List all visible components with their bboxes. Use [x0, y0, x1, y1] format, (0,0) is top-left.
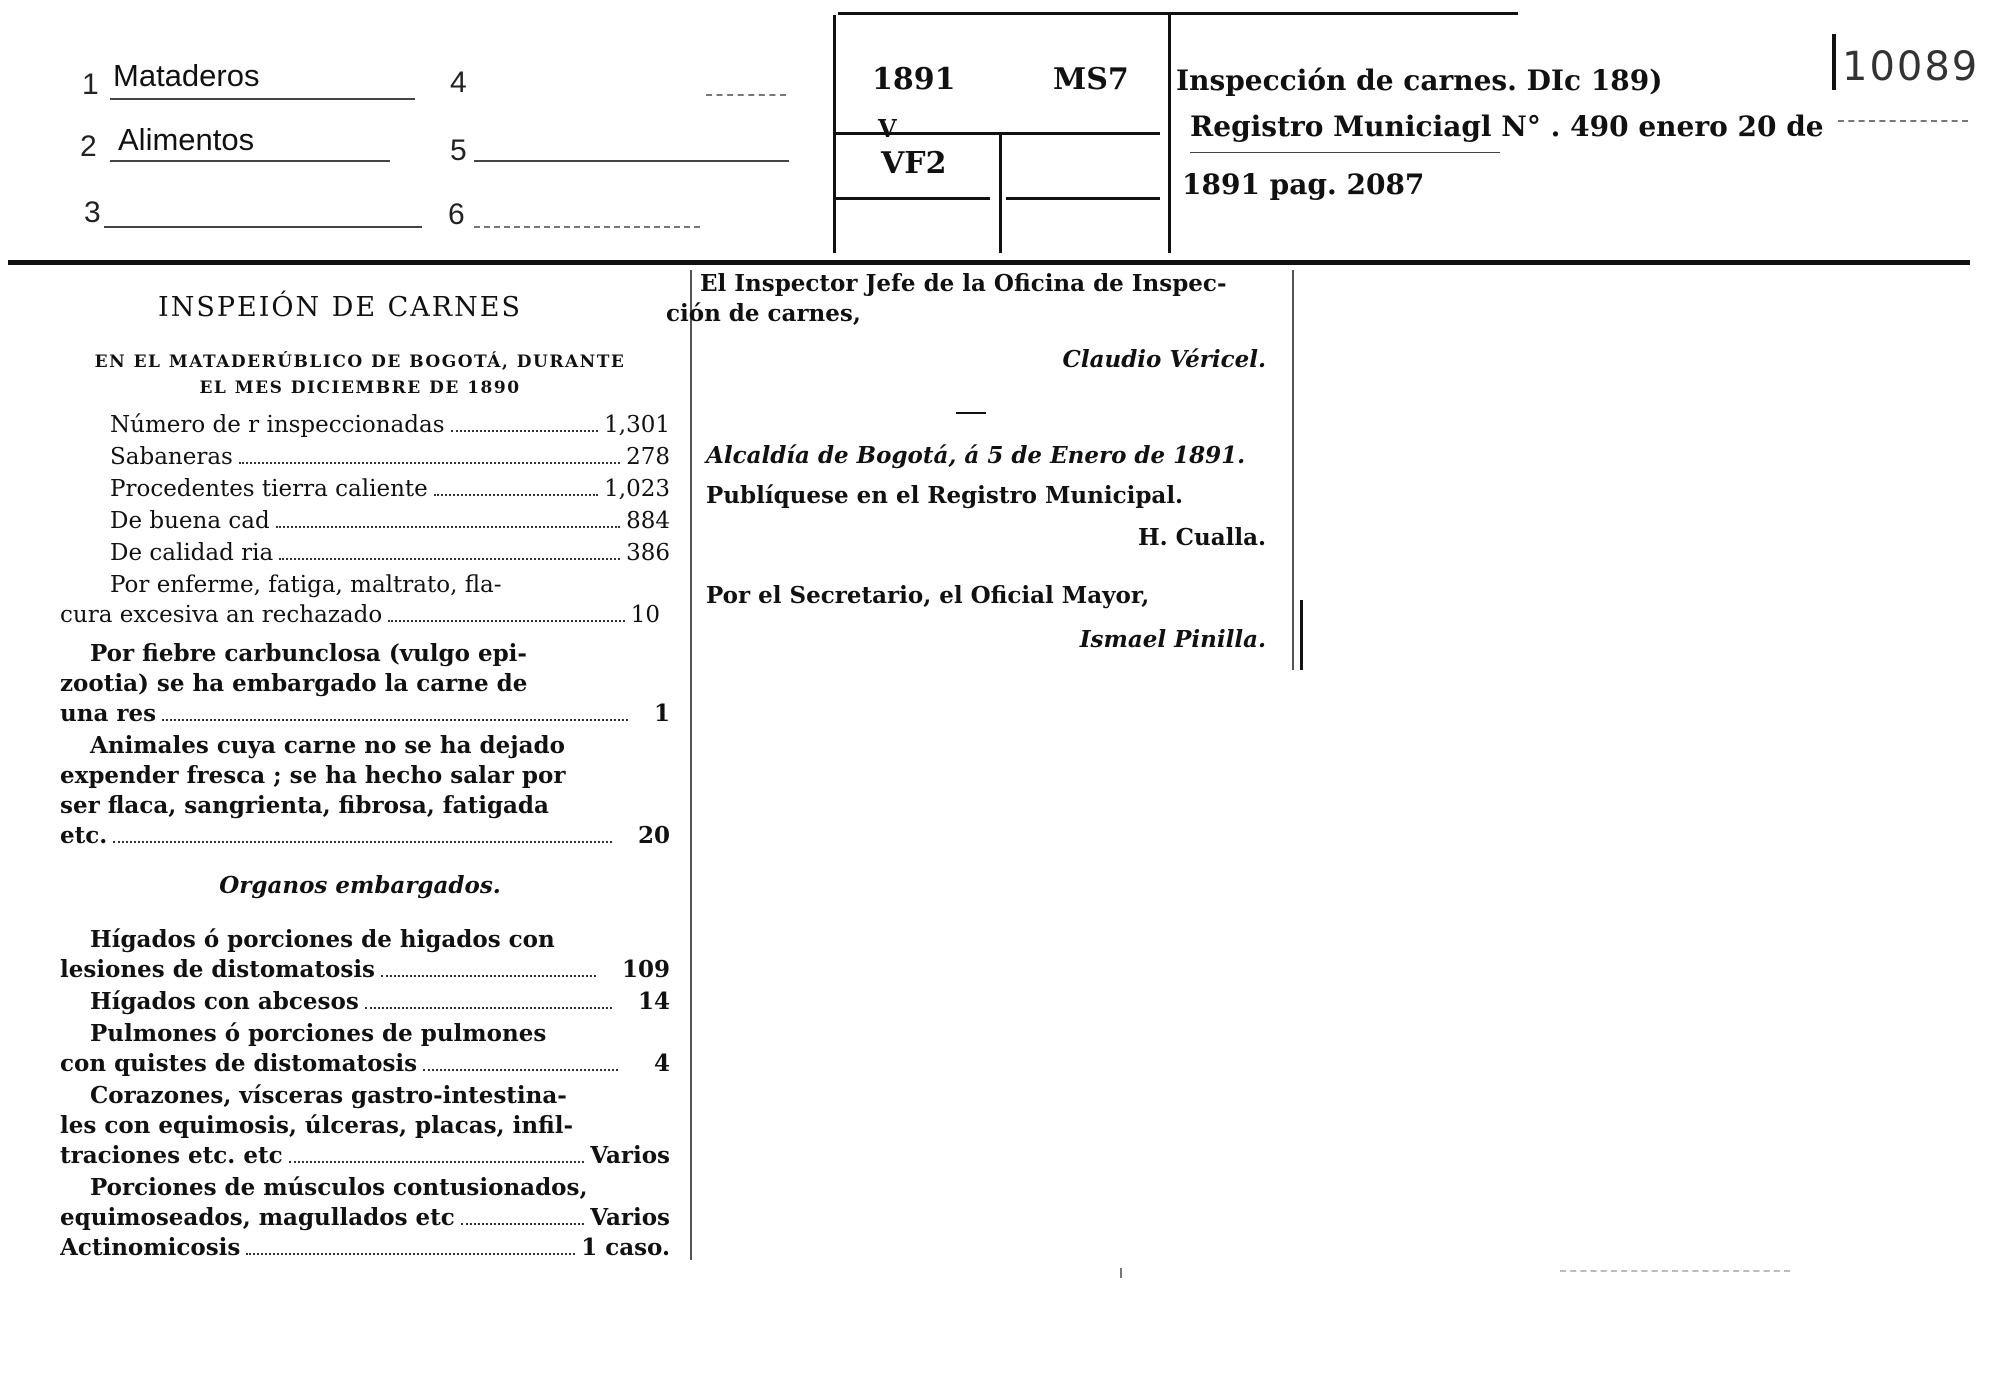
- stat-value: 1: [653, 700, 670, 727]
- stat-label: Procedentes tierra caliente: [110, 476, 428, 502]
- leader-dots: [289, 1161, 585, 1163]
- clipping-text: Hígados ó porciones de higados con: [90, 926, 555, 953]
- subject-underline: [110, 98, 415, 100]
- subject-number: 4: [450, 66, 467, 99]
- clipping-text: ser flaca, sangrienta, fibrosa, fatigada: [60, 792, 549, 819]
- stat-row: [110, 506, 670, 537]
- stat-label: Hígados con abcesos: [90, 988, 359, 1015]
- clipping-text: ción de carnes,: [666, 300, 861, 327]
- code-box-row-rule: [1006, 197, 1160, 200]
- stat-value: Varios: [590, 1142, 670, 1169]
- leader-dots: [113, 841, 612, 843]
- clipping-left-column: [60, 280, 670, 1270]
- subject-underline: [474, 226, 700, 228]
- stat-label: equimoseados, magullados etc: [60, 1204, 455, 1231]
- leader-dots: [279, 558, 620, 560]
- clipping-text: Por fiebre carbunclosa (vulgo epi-: [90, 640, 527, 667]
- stat-value: 109: [621, 956, 670, 983]
- card-number: 10089: [1842, 44, 1980, 90]
- stat-row: [60, 1048, 670, 1079]
- subject-underline: [474, 160, 789, 162]
- leader-dots: [423, 1069, 618, 1071]
- leader-dots: [461, 1223, 584, 1225]
- stat-row: [90, 986, 670, 1017]
- stat-value: 884: [626, 508, 670, 534]
- stat-row: [110, 474, 670, 505]
- stat-label: cura excesiva an rechazado: [60, 602, 383, 628]
- stat-label: Actinomicosis: [60, 1234, 241, 1261]
- clipping-title: INSPEIÓN DE CARNES: [158, 292, 522, 323]
- signature: Claudio Véricel.: [1062, 346, 1266, 373]
- clipping-text: Pulmones ó porciones de pulmones: [90, 1020, 547, 1047]
- stat-label: una res: [60, 700, 157, 727]
- subject-number: 1: [82, 68, 99, 101]
- year-code: 1891: [872, 62, 956, 97]
- stat-row: [60, 1140, 670, 1171]
- leader-dots: [381, 975, 596, 977]
- leader-dots: [246, 1253, 575, 1255]
- subject-number: 6: [448, 198, 465, 231]
- subject-underline: [706, 94, 786, 96]
- clipping-text: El Inspector Jefe de la Oficina de Inspec-: [700, 270, 1227, 297]
- subject-number: 5: [450, 134, 467, 167]
- signature: Ismael Pinilla.: [1079, 626, 1266, 653]
- stat-row: [60, 820, 670, 851]
- clipping-text: Animales cuya carne no se ha dejado: [90, 732, 565, 759]
- subject-label: Mataderos: [113, 58, 260, 93]
- reference-underline: [1838, 120, 1968, 122]
- stat-row: [110, 538, 670, 569]
- stat-value: 1 caso.: [581, 1234, 670, 1261]
- section-heading: Organos embargados.: [219, 872, 501, 899]
- stat-value: 386: [626, 540, 670, 566]
- stat-row: [60, 600, 670, 631]
- subject-number: 2: [80, 130, 97, 163]
- short-rule: [956, 412, 986, 414]
- stat-value: Varios: [590, 1204, 670, 1231]
- clipping-subtitle: EN EL MATADERÚBLICO DE BOGOTÁ, DURANTE: [94, 352, 626, 372]
- stat-value: 1,301: [604, 412, 670, 438]
- stat-label: etc.: [60, 822, 108, 849]
- leader-dots: [388, 620, 625, 622]
- subject-label: Alimentos: [118, 122, 255, 157]
- clipping-text: expender fresca ; se ha hecho salar por: [60, 762, 566, 789]
- stat-label: Sabaneras: [110, 444, 233, 470]
- signature: H. Cualla.: [1137, 524, 1266, 551]
- card-number-mark: [1832, 34, 1836, 90]
- clipping-text: les con equimosis, úlceras, placas, infil-: [60, 1112, 574, 1139]
- stat-row: [60, 954, 670, 985]
- stat-row: [60, 698, 670, 729]
- stat-value: 1,023: [604, 476, 670, 502]
- leader-dots: [434, 494, 598, 496]
- stat-label: lesiones de distomatosis: [60, 956, 376, 983]
- clipping-text: Corazones, vísceras gastro-intestina-: [90, 1082, 567, 1109]
- leader-dots: [451, 430, 599, 432]
- stat-value: 14: [637, 988, 670, 1015]
- v-code: V: [878, 114, 897, 143]
- reference-line: Inspección de carnes. DIc 189): [1176, 64, 1663, 97]
- bottom-mark: [1120, 1268, 1122, 1278]
- reference-line: 1891 pag. 2087: [1182, 168, 1425, 201]
- code-box-row-rule: [836, 197, 990, 200]
- stat-label: traciones etc. etc: [60, 1142, 283, 1169]
- clipping-column-rule: [1300, 600, 1303, 670]
- stat-label: Número de r inspeccionadas: [110, 412, 445, 438]
- reference-underline: [1190, 152, 1500, 153]
- top-rule: [838, 12, 1518, 15]
- bottom-dashes: [1560, 1270, 1790, 1272]
- code-box-mid-divider: [999, 134, 1002, 253]
- header-rule: [8, 260, 1970, 265]
- clipping-column-rule: [1292, 270, 1294, 670]
- clipping-text: Publíquese en el Registro Municipal.: [706, 482, 1184, 509]
- stat-row: [60, 1232, 670, 1263]
- clipping-text: Por enferme, fatiga, maltrato, fla-: [110, 572, 502, 598]
- vf-code: VF2: [881, 146, 947, 181]
- leader-dots: [365, 1007, 612, 1009]
- clipping-text: Por el Secretario, el Oficial Mayor,: [706, 582, 1150, 609]
- stat-value: 20: [637, 822, 670, 849]
- clipping-text: Alcaldía de Bogotá, á 5 de Enero de 1891.: [706, 442, 1246, 469]
- clipping-text: zootia) se ha embargado la carne de: [60, 670, 528, 697]
- code-box-divider: [1168, 15, 1171, 253]
- ms-code: MS7: [1053, 62, 1129, 97]
- leader-dots: [276, 526, 620, 528]
- leader-dots: [162, 719, 628, 721]
- stat-label: De calidad ria: [110, 540, 274, 566]
- reference-line: Registro Municiagl N° . 490 enero 20 de: [1190, 110, 1824, 143]
- subject-underline: [104, 226, 422, 228]
- stat-label: con quistes de distomatosis: [60, 1050, 418, 1077]
- stat-value: 4: [653, 1050, 670, 1077]
- stat-label: De buena cad: [110, 508, 270, 534]
- stat-row: [110, 442, 670, 473]
- clipping-subtitle: EL MES DICIEMBRE DE 1890: [199, 378, 521, 398]
- clipping-right-column: [666, 268, 1286, 668]
- subject-number: 3: [84, 196, 101, 229]
- stat-value: 278: [626, 444, 670, 470]
- subject-underline: [110, 160, 390, 162]
- clipping-text: Porciones de músculos contusionados,: [90, 1174, 588, 1201]
- stat-row: [110, 410, 670, 441]
- leader-dots: [239, 462, 620, 464]
- stat-value: 10: [630, 602, 660, 628]
- stat-row: [60, 1202, 670, 1233]
